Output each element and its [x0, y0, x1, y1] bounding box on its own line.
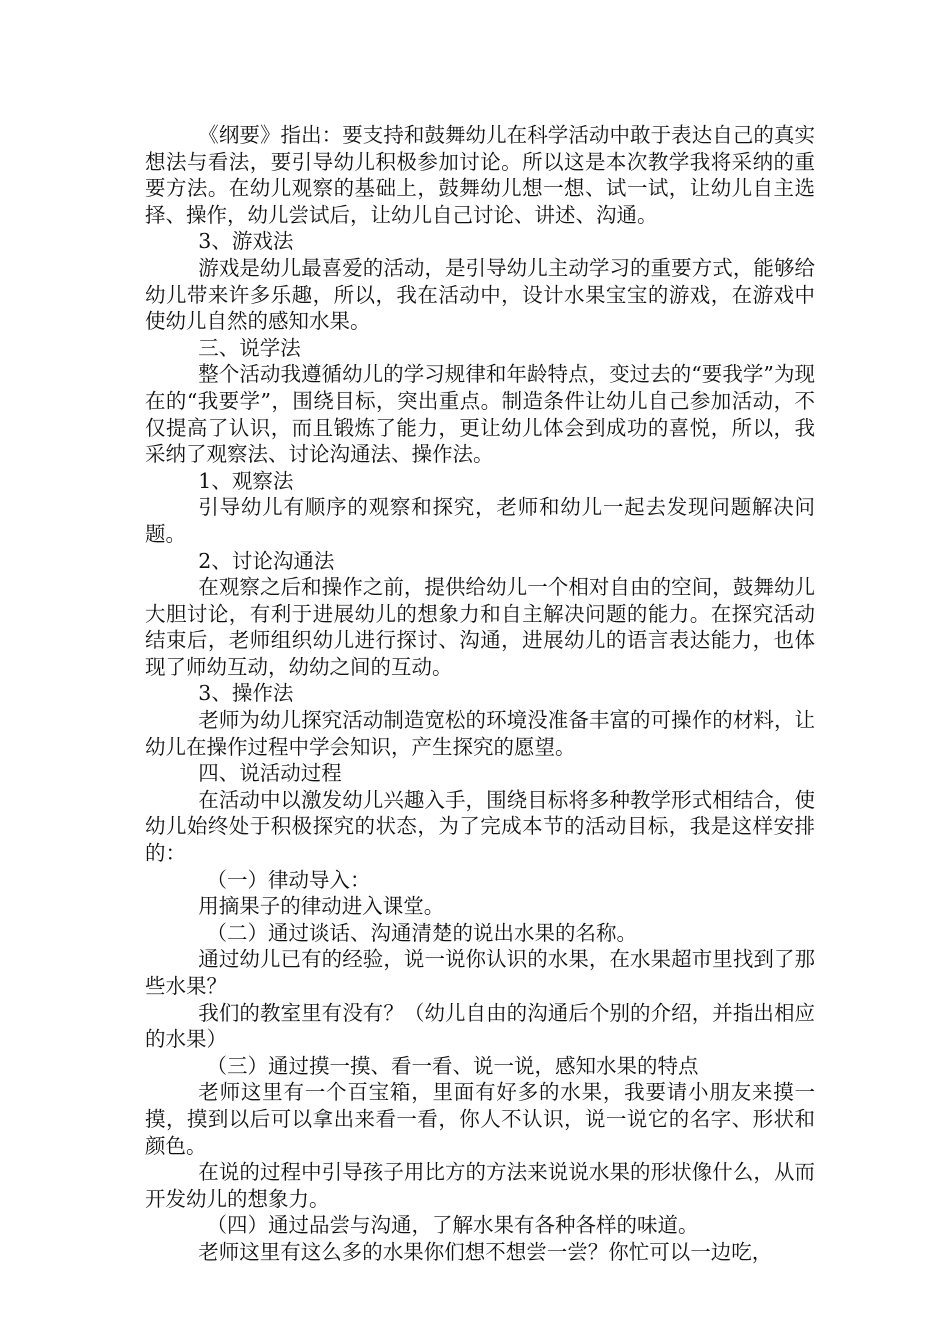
- paragraph-guideline: 《纲要》指出：要支持和鼓舞幼儿在科学活动中敢于表达自己的真实想法与看法，要引导幼儿积极参加讨论。所以这是本次教学我将采纳的重要方法。在幼儿观察的基础上，鼓舞幼儿想一想、试一试，让幼儿自主选择、操作，幼儿尝试后，让幼儿自己讨论、讲述、沟通。: [145, 123, 815, 227]
- paragraph-step-one: 用摘果子的律动进入课堂。: [198, 894, 445, 919]
- document-page: [145, 122, 815, 1266]
- heading-activity-process: 四、说活动过程: [198, 761, 342, 786]
- heading-discussion-method: 2、讨论沟通法: [198, 548, 335, 573]
- paragraph-operation-method: 老师为幼儿探究活动制造宽松的环境没准备丰富的可操作的材料，让幼儿在操作过程中学会知识，产生探究的愿望。: [145, 708, 815, 759]
- paragraph-step-two-b: 我们的教室里有没有？（幼儿自由的沟通后个别的介绍，并指出相应的水果）: [145, 1000, 815, 1052]
- heading-learning-method: 三、说学法: [198, 335, 301, 360]
- heading-operation-method: 3、操作法: [198, 681, 294, 706]
- heading-step-three: （三）通过摸一摸、看一看、说一说，感知水果的特点: [206, 1053, 699, 1078]
- paragraph-step-three-a: 老师这里有一个百宝箱，里面有好多的水果，我要请小朋友来摸一摸，摸到以后可以拿出来看一看，你人不认识，说一说它的名字、形状和颜色。: [145, 1080, 815, 1158]
- paragraph-game-method: 游戏是幼儿最喜爱的活动，是引导幼儿主动学习的重要方式，能够给幼儿带来许多乐趣，所以，我在活动中，设计水果宝宝的游戏，在游戏中使幼儿自然的感知水果。: [145, 255, 815, 334]
- heading-game-method: 3、游戏法: [198, 229, 294, 254]
- paragraph-learning-method: 整个活动我遵循幼儿的学习规律和年龄特点，变过去的“要我学”为现在的“我要学”，围绕目标，突出重点。制造条件让幼儿自己参加活动，不仅提高了认识，而且锻炼了能力，更让幼儿体会到成功的喜悦，所以，我采纳了观察法、讨论沟通法、操作法。: [145, 362, 815, 467]
- paragraph-observation-method: 引导幼儿有顺序的观察和探究，老师和幼儿一起去发现问题解决问题。: [145, 495, 815, 546]
- heading-step-four: （四）通过品尝与沟通，了解水果有各种各样的味道。: [206, 1213, 699, 1238]
- paragraph-step-three-b: 在说的过程中引导孩子用比方的方法来说说水果的形状像什么，从而开发幼儿的想象力。: [145, 1160, 815, 1211]
- paragraph-discussion-method: 在观察之后和操作之前，提供给幼儿一个相对自由的空间，鼓舞幼儿大胆讨论，有利于进展幼儿的想象力和自主解决问题的能力。在探究活动结束后，老师组织幼儿进行探讨、沟通，进展幼儿的语言表达能力，也体现了师幼互动，幼幼之间的互动。: [145, 575, 815, 679]
- heading-observation-method: 1、观察法: [198, 468, 294, 493]
- paragraph-step-two-a: 通过幼儿已有的经验，说一说你认识的水果，在水果超市里找到了那些水果？: [145, 947, 815, 998]
- heading-step-one: （一）律动导入：: [206, 867, 371, 892]
- heading-step-two: （二）通过谈话、沟通清楚的说出水果的名称。: [206, 920, 637, 945]
- paragraph-step-four: 老师这里有这么多的水果你们想不想尝一尝？你忙可以一边吃，: [198, 1239, 773, 1264]
- paragraph-activity-process: 在活动中以激发幼儿兴趣入手，围绕目标将多种教学形式相结合，使幼儿始终处于积极探究的状态，为了完成本节的活动目标，我是这样安排的：: [145, 787, 815, 866]
